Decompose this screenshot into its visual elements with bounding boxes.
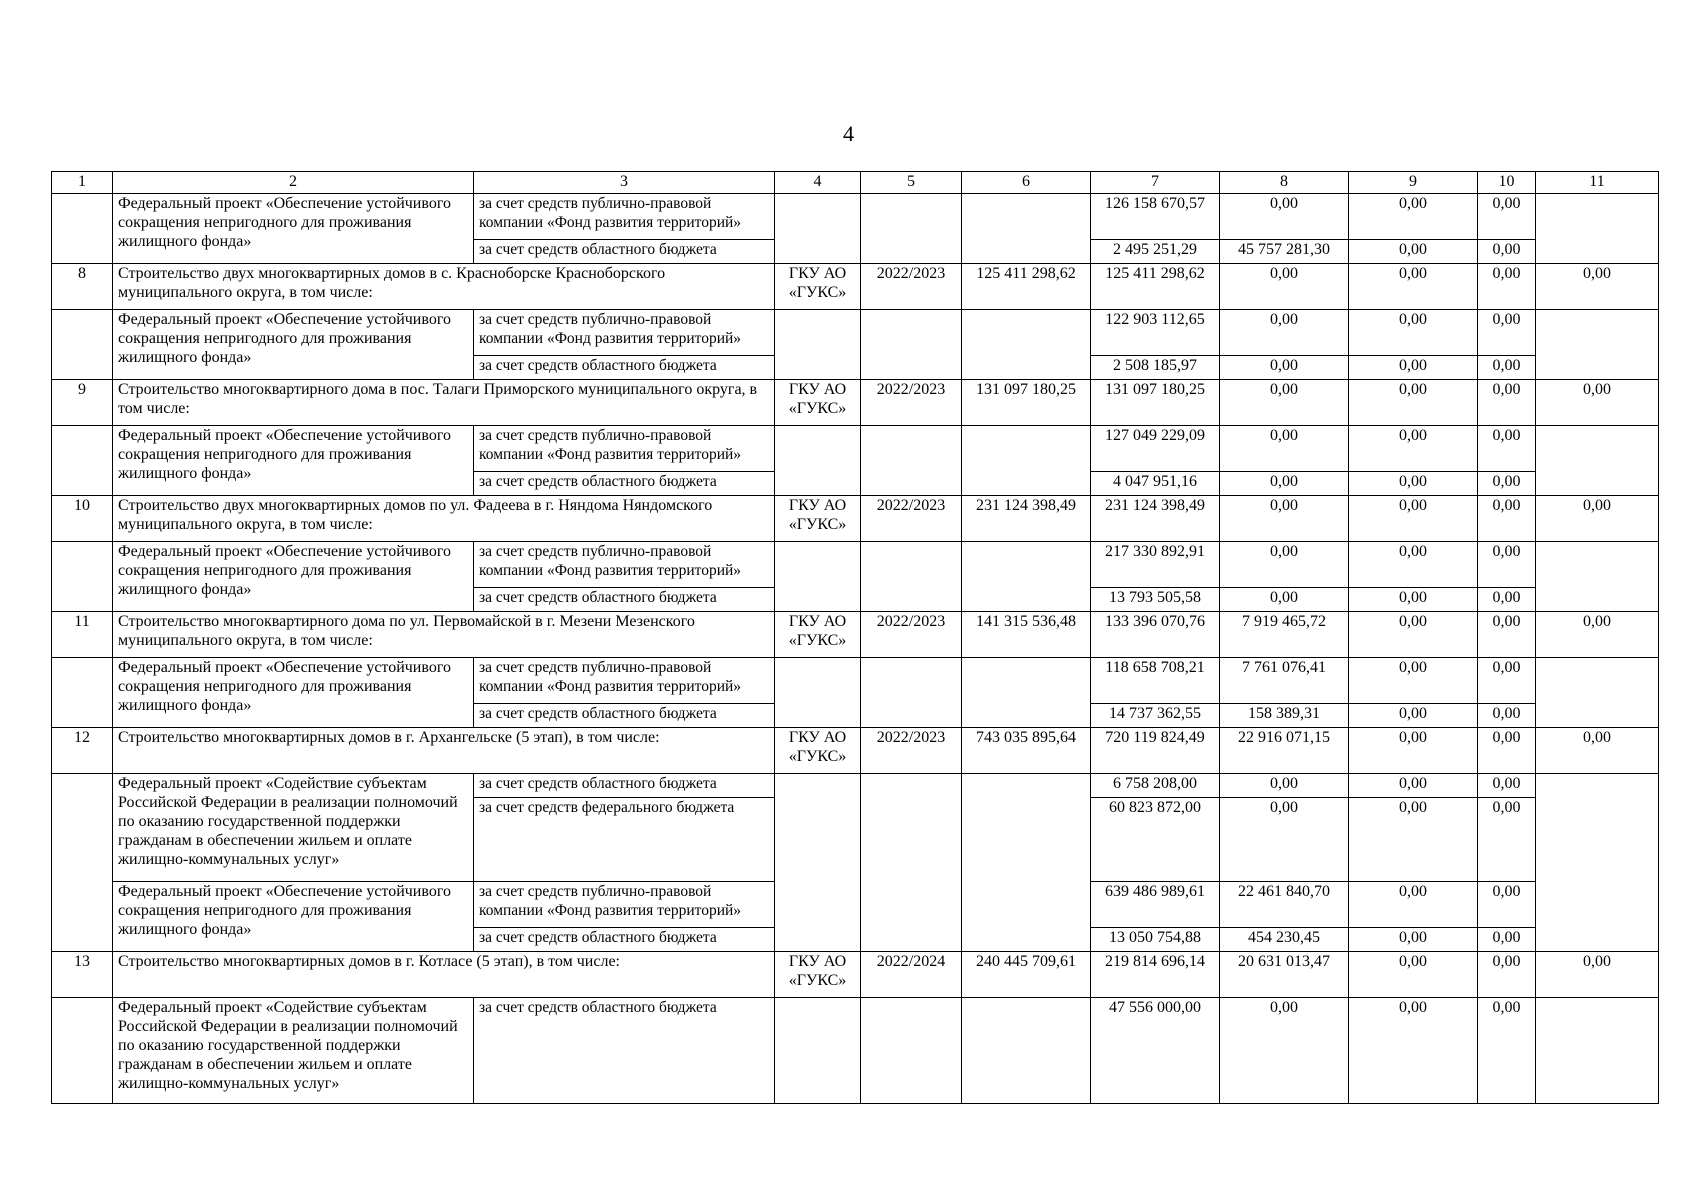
- item-number: 9: [52, 380, 113, 426]
- header-cell: 3: [474, 172, 775, 194]
- item-row: [52, 264, 1659, 310]
- amount-col8: 0,00: [1220, 798, 1349, 882]
- empty-cell: [861, 998, 962, 1104]
- item-name: Строительство многоквартирных домов в г. Котласе (5 этап), в том числе:: [113, 952, 775, 998]
- empty-cell: [1536, 194, 1659, 264]
- source-row: [52, 194, 1659, 240]
- amount-col11: 0,00: [1536, 264, 1659, 310]
- amount-col7: 133 396 070,76: [1091, 612, 1220, 658]
- amount-col10: 0,00: [1478, 426, 1536, 472]
- empty-cell: [1536, 658, 1659, 728]
- amount-col9: 0,00: [1349, 496, 1478, 542]
- years: 2022/2024: [861, 952, 962, 998]
- empty-cell: [775, 998, 861, 1104]
- empty-cell: [962, 998, 1091, 1104]
- empty-cell: [52, 426, 113, 496]
- amount-col10: 0,00: [1478, 588, 1536, 612]
- amount-col10: 0,00: [1478, 952, 1536, 998]
- header-cell: 10: [1478, 172, 1536, 194]
- item-name: Строительство многоквартирного дома по ул. Первомайской в г. Мезени Мезенского муниципального округа, в том числе:: [113, 612, 775, 658]
- amount-col10: 0,00: [1478, 704, 1536, 728]
- funding-source: за счет средств областного бюджета: [474, 240, 775, 264]
- amount-col8: 0,00: [1220, 356, 1349, 380]
- item-number: 12: [52, 728, 113, 774]
- amount-col8: 7 919 465,72: [1220, 612, 1349, 658]
- amount-col8: 0,00: [1220, 496, 1349, 542]
- amount-col7: 60 823 872,00: [1091, 798, 1220, 882]
- amount-col7: 231 124 398,49: [1091, 496, 1220, 542]
- total-cost: 240 445 709,61: [962, 952, 1091, 998]
- amount-col7: 720 119 824,49: [1091, 728, 1220, 774]
- item-number: 13: [52, 952, 113, 998]
- empty-cell: [775, 658, 861, 728]
- amount-col8: 20 631 013,47: [1220, 952, 1349, 998]
- amount-col10: 0,00: [1478, 774, 1536, 798]
- amount-col9: 0,00: [1349, 774, 1478, 798]
- empty-cell: [52, 542, 113, 612]
- amount-col7: 127 049 229,09: [1091, 426, 1220, 472]
- empty-cell: [52, 774, 113, 952]
- empty-cell: [775, 194, 861, 264]
- amount-col10: 0,00: [1478, 798, 1536, 882]
- item-name: Строительство двух многоквартирных домов в с. Красноборске Красноборского муниципального округа, в том числе:: [113, 264, 775, 310]
- header-cell: 11: [1536, 172, 1659, 194]
- amount-col7: 126 158 670,57: [1091, 194, 1220, 240]
- item-row: [52, 728, 1659, 774]
- amount-col8: 0,00: [1220, 998, 1349, 1104]
- amount-col9: 0,00: [1349, 612, 1478, 658]
- amount-col7: 122 903 112,65: [1091, 310, 1220, 356]
- amount-col10: 0,00: [1478, 380, 1536, 426]
- executor: ГКУ АО «ГУКС»: [775, 612, 861, 658]
- amount-col8: 22 461 840,70: [1220, 882, 1349, 928]
- funding-source: за счет средств публично-правовой компании «Фонд развития территорий»: [474, 542, 775, 588]
- amount-col11: 0,00: [1536, 728, 1659, 774]
- amount-col7: 6 758 208,00: [1091, 774, 1220, 798]
- amount-col8: 0,00: [1220, 774, 1349, 798]
- source-row: [52, 774, 1659, 798]
- item-name: Строительство многоквартирного дома в пос. Талаги Приморского муниципального округа, в том числе:: [113, 380, 775, 426]
- item-name: Строительство двух многоквартирных домов по ул. Фадеева в г. Няндома Няндомского муниципального округа, в том числе:: [113, 496, 775, 542]
- source-row: [52, 998, 1659, 1104]
- amount-col10: 0,00: [1478, 472, 1536, 496]
- source-row: [52, 310, 1659, 356]
- amount-col9: 0,00: [1349, 882, 1478, 928]
- amount-col8: 0,00: [1220, 310, 1349, 356]
- years: 2022/2023: [861, 264, 962, 310]
- amount-col9: 0,00: [1349, 998, 1478, 1104]
- funding-source: за счет средств областного бюджета: [474, 774, 775, 798]
- empty-cell: [861, 658, 962, 728]
- funding-source: за счет средств федерального бюджета: [474, 798, 775, 882]
- header-cell: 4: [775, 172, 861, 194]
- amount-col7: 13 050 754,88: [1091, 928, 1220, 952]
- federal-project: Федеральный проект «Обеспечение устойчивого сокращения непригодного для проживания жилищного фонда»: [113, 426, 474, 496]
- item-number: 8: [52, 264, 113, 310]
- amount-col11: 0,00: [1536, 612, 1659, 658]
- funding-source: за счет средств публично-правовой компании «Фонд развития территорий»: [474, 882, 775, 928]
- amount-col11: 0,00: [1536, 496, 1659, 542]
- federal-project: Федеральный проект «Обеспечение устойчивого сокращения непригодного для проживания жилищного фонда»: [113, 310, 474, 380]
- empty-cell: [962, 310, 1091, 380]
- amount-col7: 14 737 362,55: [1091, 704, 1220, 728]
- item-row: [52, 952, 1659, 998]
- empty-cell: [861, 426, 962, 496]
- page-number: 4: [843, 121, 854, 146]
- amount-col10: 0,00: [1478, 728, 1536, 774]
- amount-col7: 118 658 708,21: [1091, 658, 1220, 704]
- funding-source: за счет средств областного бюджета: [474, 472, 775, 496]
- empty-cell: [962, 542, 1091, 612]
- empty-cell: [861, 194, 962, 264]
- amount-col8: 0,00: [1220, 194, 1349, 240]
- empty-cell: [861, 542, 962, 612]
- amount-col7: 47 556 000,00: [1091, 998, 1220, 1104]
- amount-col10: 0,00: [1478, 658, 1536, 704]
- amount-col7: 219 814 696,14: [1091, 952, 1220, 998]
- header-cell: 9: [1349, 172, 1478, 194]
- amount-col7: 13 793 505,58: [1091, 588, 1220, 612]
- amount-col7: 217 330 892,91: [1091, 542, 1220, 588]
- amount-col9: 0,00: [1349, 658, 1478, 704]
- source-row: [52, 542, 1659, 588]
- source-row: [52, 426, 1659, 472]
- federal-project: Федеральный проект «Обеспечение устойчивого сокращения непригодного для проживания жилищного фонда»: [113, 542, 474, 612]
- years: 2022/2023: [861, 728, 962, 774]
- empty-cell: [775, 542, 861, 612]
- executor: ГКУ АО «ГУКС»: [775, 728, 861, 774]
- amount-col10: 0,00: [1478, 310, 1536, 356]
- amount-col9: 0,00: [1349, 472, 1478, 496]
- amount-col9: 0,00: [1349, 380, 1478, 426]
- empty-cell: [52, 998, 113, 1104]
- amount-col8: 0,00: [1220, 426, 1349, 472]
- header-cell: 8: [1220, 172, 1349, 194]
- amount-col10: 0,00: [1478, 882, 1536, 928]
- empty-cell: [861, 774, 962, 952]
- amount-col9: 0,00: [1349, 588, 1478, 612]
- amount-col10: 0,00: [1478, 928, 1536, 952]
- empty-cell: [1536, 774, 1659, 952]
- item-row: [52, 380, 1659, 426]
- amount-col7: 131 097 180,25: [1091, 380, 1220, 426]
- item-number: 11: [52, 612, 113, 658]
- amount-col11: 0,00: [1536, 380, 1659, 426]
- empty-cell: [775, 310, 861, 380]
- empty-cell: [775, 426, 861, 496]
- empty-cell: [1536, 310, 1659, 380]
- executor: ГКУ АО «ГУКС»: [775, 952, 861, 998]
- federal-project: Федеральный проект «Обеспечение устойчивого сокращения непригодного для проживания жилищного фонда»: [113, 194, 474, 264]
- amount-col8: 454 230,45: [1220, 928, 1349, 952]
- amount-col10: 0,00: [1478, 998, 1536, 1104]
- amount-col7: 4 047 951,16: [1091, 472, 1220, 496]
- source-row: [52, 658, 1659, 704]
- total-cost: 131 097 180,25: [962, 380, 1091, 426]
- empty-cell: [775, 774, 861, 952]
- empty-cell: [52, 194, 113, 264]
- amount-col8: 0,00: [1220, 472, 1349, 496]
- amount-col9: 0,00: [1349, 194, 1478, 240]
- amount-col8: 0,00: [1220, 380, 1349, 426]
- amount-col10: 0,00: [1478, 240, 1536, 264]
- amount-col9: 0,00: [1349, 704, 1478, 728]
- amount-col8: 158 389,31: [1220, 704, 1349, 728]
- item-row: [52, 612, 1659, 658]
- amount-col9: 0,00: [1349, 264, 1478, 310]
- amount-col8: 7 761 076,41: [1220, 658, 1349, 704]
- amount-col10: 0,00: [1478, 612, 1536, 658]
- amount-col9: 0,00: [1349, 356, 1478, 380]
- amount-col9: 0,00: [1349, 426, 1478, 472]
- empty-cell: [52, 658, 113, 728]
- funding-source: за счет средств областного бюджета: [474, 928, 775, 952]
- funding-table: [51, 171, 1659, 1104]
- amount-col7: 2 495 251,29: [1091, 240, 1220, 264]
- empty-cell: [1536, 542, 1659, 612]
- funding-source: за счет средств областного бюджета: [474, 998, 775, 1104]
- federal-project: Федеральный проект «Содействие субъектам Российской Федерации в реализации полномочий по оказанию государственной поддержки гражданам в обеспечении жильем и оплате жилищно-коммунальных услуг»: [113, 774, 474, 882]
- header-row: [52, 172, 1659, 194]
- header-cell: 5: [861, 172, 962, 194]
- amount-col11: 0,00: [1536, 952, 1659, 998]
- amount-col9: 0,00: [1349, 542, 1478, 588]
- header-cell: 2: [113, 172, 474, 194]
- empty-cell: [1536, 998, 1659, 1104]
- empty-cell: [962, 658, 1091, 728]
- funding-source: за счет средств областного бюджета: [474, 704, 775, 728]
- federal-project: Федеральный проект «Содействие субъектам Российской Федерации в реализации полномочий по оказанию государственной поддержки гражданам в обеспечении жильем и оплате жилищно-коммунальных услуг»: [113, 998, 474, 1104]
- amount-col9: 0,00: [1349, 952, 1478, 998]
- amount-col10: 0,00: [1478, 264, 1536, 310]
- total-cost: 141 315 536,48: [962, 612, 1091, 658]
- amount-col10: 0,00: [1478, 356, 1536, 380]
- total-cost: 231 124 398,49: [962, 496, 1091, 542]
- item-name: Строительство многоквартирных домов в г. Архангельске (5 этап), в том числе:: [113, 728, 775, 774]
- amount-col9: 0,00: [1349, 240, 1478, 264]
- executor: ГКУ АО «ГУКС»: [775, 496, 861, 542]
- years: 2022/2023: [861, 496, 962, 542]
- empty-cell: [962, 194, 1091, 264]
- amount-col9: 0,00: [1349, 310, 1478, 356]
- amount-col9: 0,00: [1349, 728, 1478, 774]
- funding-source: за счет средств публично-правовой компании «Фонд развития территорий»: [474, 194, 775, 240]
- years: 2022/2023: [861, 612, 962, 658]
- federal-project: Федеральный проект «Обеспечение устойчивого сокращения непригодного для проживания жилищного фонда»: [113, 658, 474, 728]
- empty-cell: [52, 310, 113, 380]
- header-cell: 7: [1091, 172, 1220, 194]
- amount-col7: 125 411 298,62: [1091, 264, 1220, 310]
- amount-col10: 0,00: [1478, 542, 1536, 588]
- amount-col7: 2 508 185,97: [1091, 356, 1220, 380]
- empty-cell: [962, 426, 1091, 496]
- funding-source: за счет средств публично-правовой компании «Фонд развития территорий»: [474, 658, 775, 704]
- amount-col9: 0,00: [1349, 798, 1478, 882]
- funding-source: за счет средств областного бюджета: [474, 588, 775, 612]
- amount-col7: 639 486 989,61: [1091, 882, 1220, 928]
- empty-cell: [1536, 426, 1659, 496]
- total-cost: 743 035 895,64: [962, 728, 1091, 774]
- executor: ГКУ АО «ГУКС»: [775, 264, 861, 310]
- empty-cell: [861, 310, 962, 380]
- amount-col8: 0,00: [1220, 588, 1349, 612]
- header-cell: 1: [52, 172, 113, 194]
- amount-col10: 0,00: [1478, 496, 1536, 542]
- funding-source: за счет средств публично-правовой компании «Фонд развития территорий»: [474, 426, 775, 472]
- amount-col8: 22 916 071,15: [1220, 728, 1349, 774]
- total-cost: 125 411 298,62: [962, 264, 1091, 310]
- amount-col8: 0,00: [1220, 264, 1349, 310]
- amount-col8: 0,00: [1220, 542, 1349, 588]
- federal-project: Федеральный проект «Обеспечение устойчивого сокращения непригодного для проживания жилищного фонда»: [113, 882, 474, 952]
- amount-col9: 0,00: [1349, 928, 1478, 952]
- amount-col10: 0,00: [1478, 194, 1536, 240]
- empty-cell: [962, 774, 1091, 952]
- years: 2022/2023: [861, 380, 962, 426]
- item-row: [52, 496, 1659, 542]
- amount-col8: 45 757 281,30: [1220, 240, 1349, 264]
- funding-source: за счет средств публично-правовой компании «Фонд развития территорий»: [474, 310, 775, 356]
- header-cell: 6: [962, 172, 1091, 194]
- funding-source: за счет средств областного бюджета: [474, 356, 775, 380]
- item-number: 10: [52, 496, 113, 542]
- executor: ГКУ АО «ГУКС»: [775, 380, 861, 426]
